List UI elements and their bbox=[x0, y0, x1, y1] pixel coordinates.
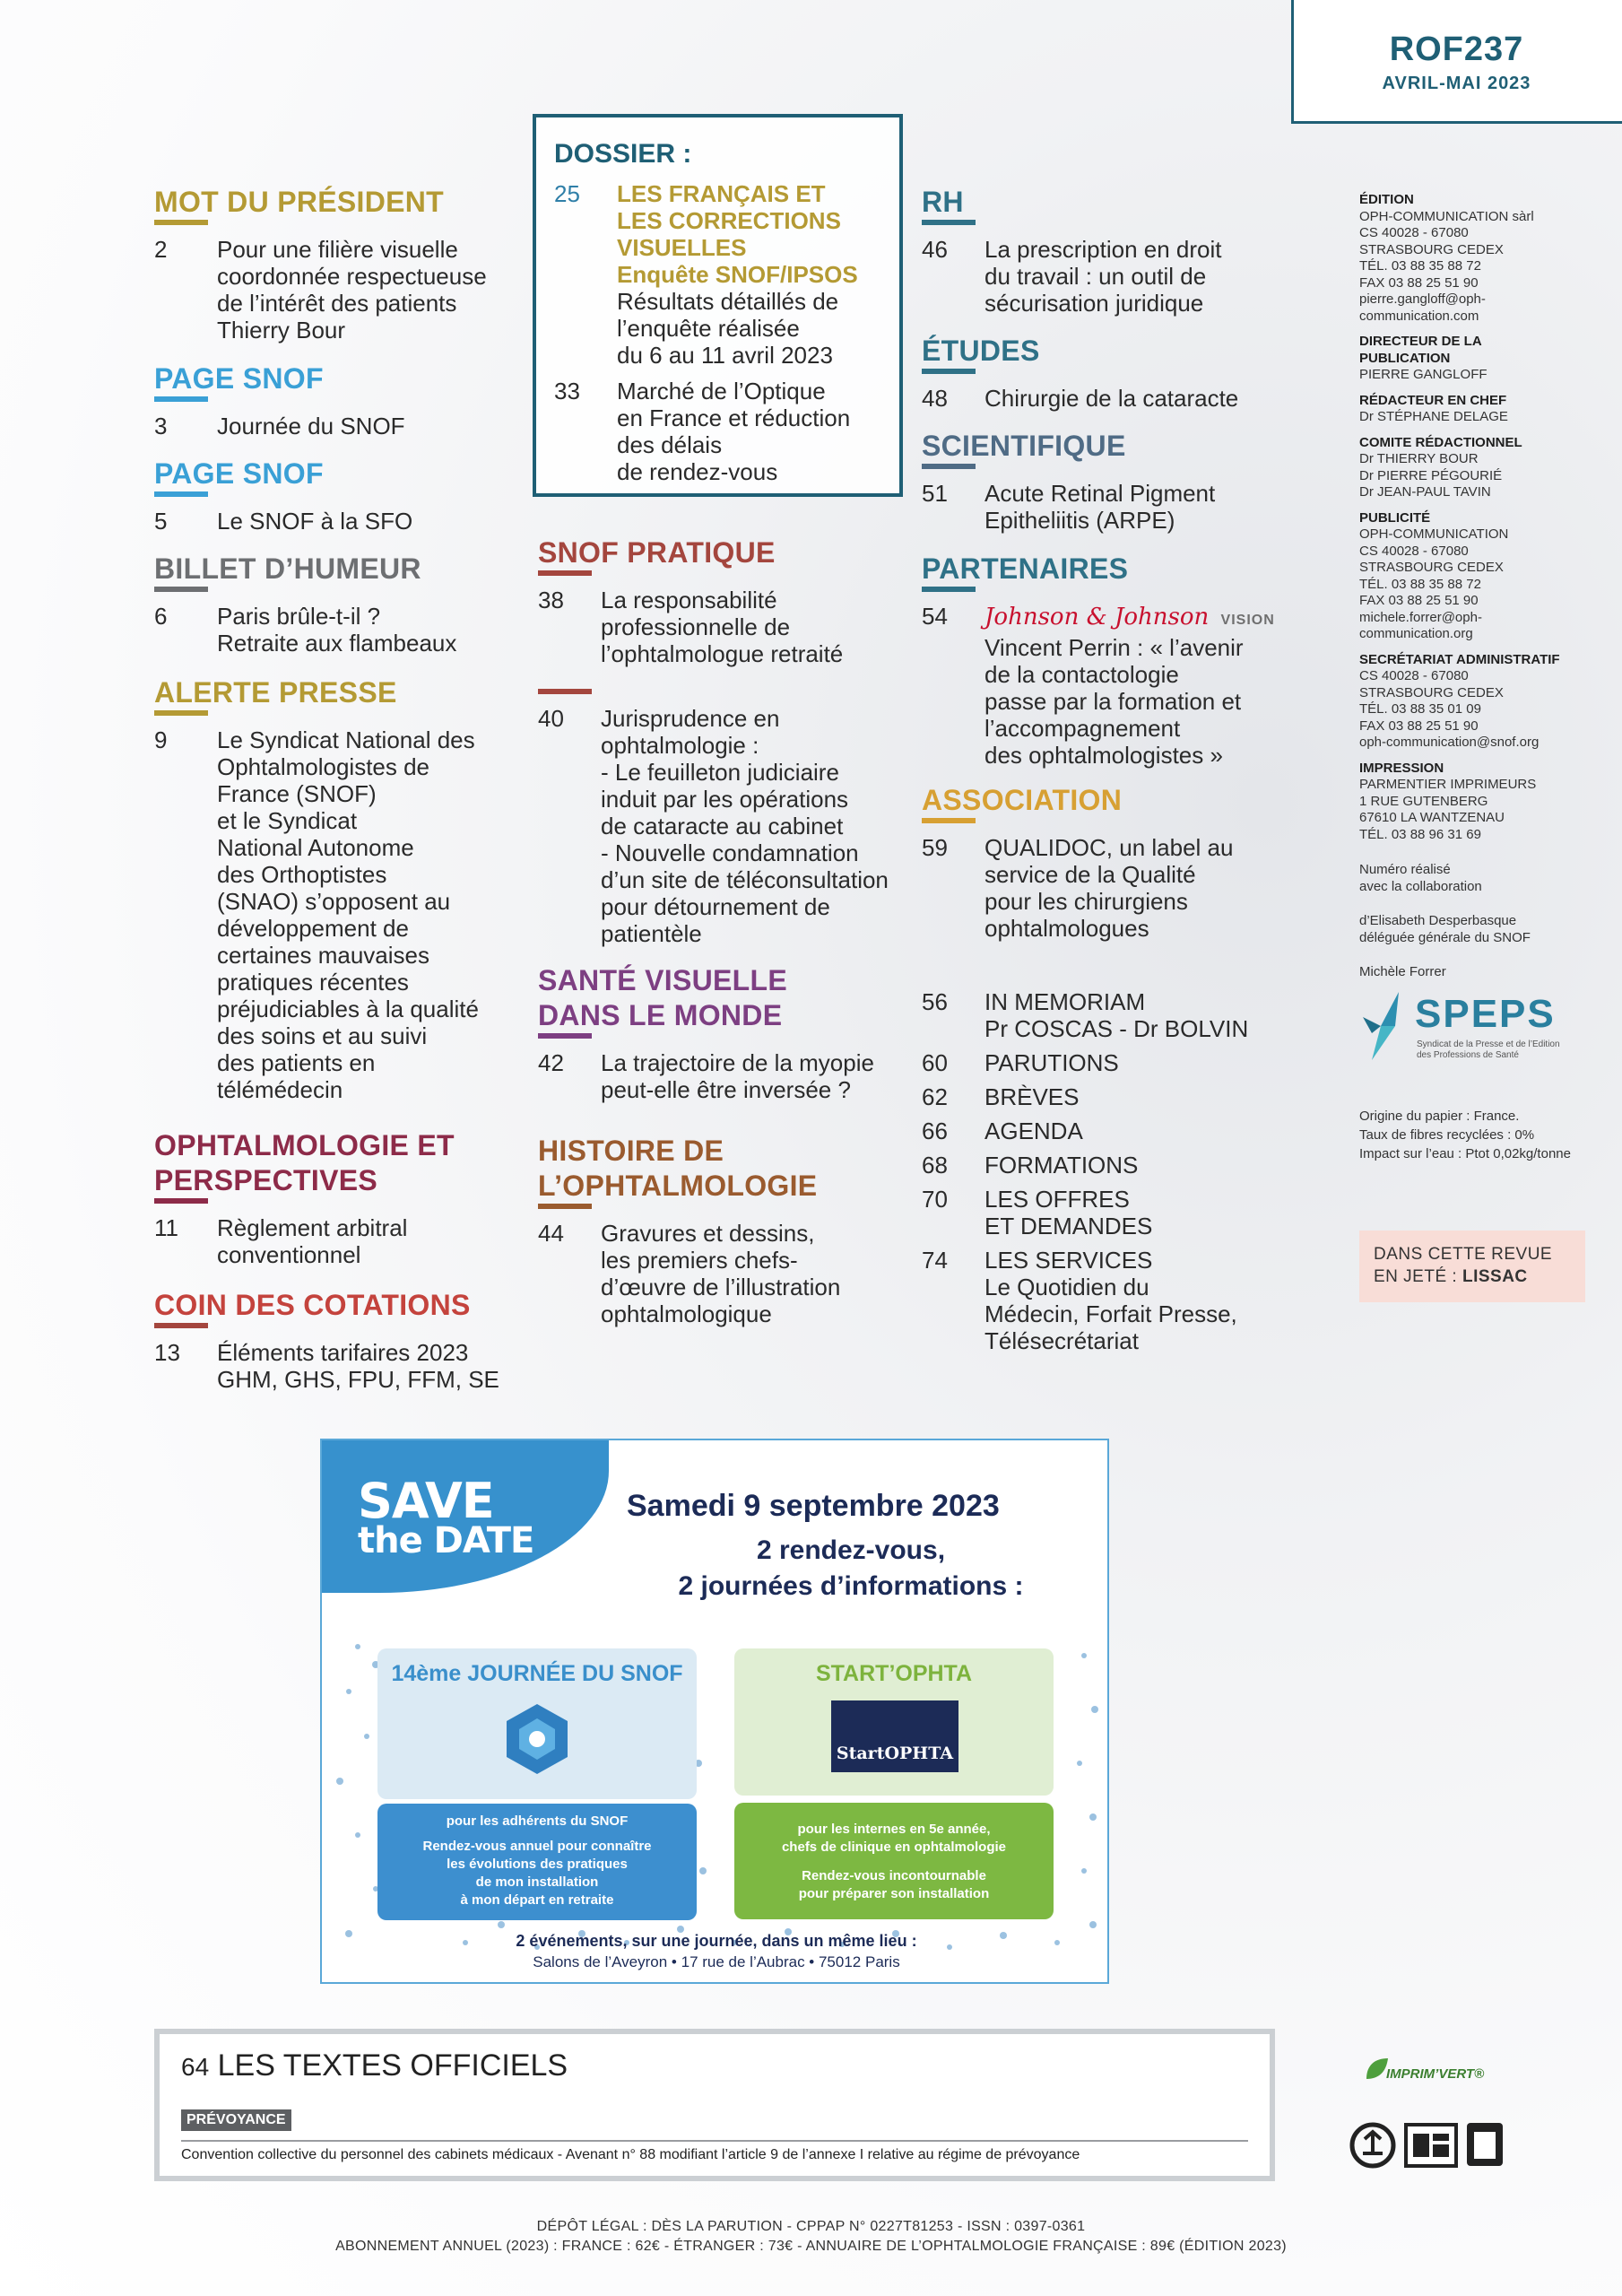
list-item[interactable] bbox=[922, 1083, 1248, 1110]
section-bar bbox=[538, 1204, 592, 1209]
std-sub1: 2 rendez-vous, bbox=[756, 1535, 946, 1565]
collaboration-note: Numéro réalisé avec la collaboration d’Elisabeth Desperbasque déléguée générale du SNOF Michèle Forrer bbox=[1359, 862, 1531, 979]
section-mot-du-president[interactable] bbox=[154, 185, 487, 344]
list-item[interactable] bbox=[922, 1152, 1248, 1178]
std-title bbox=[358, 1473, 534, 1561]
issue-date: AVRIL-MAI 2023 bbox=[1382, 74, 1531, 93]
section-association[interactable] bbox=[922, 783, 1233, 942]
article-text: Le Syndicat National des Ophtalmologistes de France (SNOF) et le Syndicat National Autonome des Orthoptistes (SNAO) s’opposent au développement de certaines mauvaises pratiques récentes préjudiciables à la qualité des soins et au suivi des patients en télémédecin bbox=[217, 726, 479, 1103]
article-text: Vincent Perrin : « l’avenir de la contactologie passe par la formation et l’accompagnement des ophtalmologistes » bbox=[984, 634, 1244, 769]
section-title: COIN DES COTATIONS bbox=[154, 1289, 471, 1321]
section-title: OPHTALMOLOGIE ET PERSPECTIVES bbox=[154, 1129, 455, 1196]
section-bar bbox=[154, 220, 208, 225]
section-title: RH bbox=[922, 186, 964, 218]
section-title: ALERTE PRESSE bbox=[154, 676, 397, 709]
page-number: 59 bbox=[922, 834, 948, 861]
masthead-label: SECRÉTARIAT ADMINISTRATIF bbox=[1359, 651, 1560, 667]
masthead-value: Dr STÉPHANE DELAGE bbox=[1359, 409, 1508, 424]
card-audience: pour les internes en 5e année, chefs de clinique en ophtalmologie bbox=[781, 1822, 1007, 1855]
list-item-text: BRÈVES bbox=[984, 1083, 1080, 1110]
section-bar bbox=[154, 491, 208, 497]
std-date: Samedi 9 septembre 2023 bbox=[627, 1489, 1000, 1523]
section-coin-cotations[interactable] bbox=[154, 1288, 499, 1393]
page-number: 46 bbox=[922, 236, 948, 263]
section-title: PAGE SNOF bbox=[154, 362, 324, 395]
page-number: 42 bbox=[538, 1049, 564, 1076]
johnson-logo: Johnson & Johnson bbox=[984, 604, 1210, 631]
page-number: 44 bbox=[538, 1220, 564, 1247]
list-item[interactable] bbox=[922, 1247, 1248, 1354]
article-text: Marché de l’Optique en France et réduction des délais de rendez-vous bbox=[617, 378, 851, 485]
section-title: SCIENTIFIQUE bbox=[922, 430, 1126, 462]
list-item-text: AGENDA bbox=[984, 1118, 1083, 1144]
list-item[interactable] bbox=[922, 1118, 1248, 1144]
section-bar bbox=[538, 570, 592, 576]
section-page-snof-2[interactable] bbox=[154, 457, 412, 535]
textes-heading bbox=[181, 2048, 568, 2083]
masthead bbox=[1359, 192, 1601, 843]
page-number: 11 bbox=[154, 1214, 178, 1241]
section-partenaires[interactable] bbox=[922, 552, 1275, 769]
masthead-value: CS 40028 - 67080 STRASBOURG CEDEX TÉL. 03 88 35 01 09 FAX 03 88 25 51 90 oph-communication@snof.org bbox=[1359, 668, 1540, 750]
list-item-text: LES SERVICES Le Quotidien du Médecin, Forfait Presse, Télésecrétariat bbox=[984, 1247, 1237, 1354]
section-title: PAGE SNOF bbox=[154, 457, 324, 490]
page-number: 2 bbox=[154, 236, 168, 263]
page-number: 60 bbox=[922, 1049, 948, 1076]
page-number: 68 bbox=[922, 1152, 948, 1178]
textes-officiels-box[interactable] bbox=[154, 2029, 1275, 2181]
page-number: 5 bbox=[154, 508, 168, 535]
article-text: Règlement arbitral conventionnel bbox=[217, 1214, 408, 1268]
article-text: Gravures et dessins, les premiers chefs- d’œuvre de l’illustration ophtalmologique bbox=[601, 1220, 841, 1327]
section-sante-visuelle[interactable] bbox=[538, 963, 874, 1103]
section-title: BILLET D’HUMEUR bbox=[154, 552, 421, 585]
article-text: La trajectoire de la myopie peut-elle être inversée ? bbox=[601, 1049, 874, 1103]
masthead-value: Dr THIERRY BOUR Dr PIERRE PÉGOURIÉ Dr JEAN-PAUL TAVIN bbox=[1359, 451, 1503, 500]
card-start-info bbox=[734, 1803, 1054, 1919]
vision-label: VISION bbox=[1220, 613, 1275, 628]
article-text: La responsabilité professionnelle de l’ophtalmologue retraité bbox=[601, 587, 844, 667]
section-histoire[interactable] bbox=[538, 1134, 840, 1327]
article-text: La prescription en droit du travail : un outil de sécurisation juridique bbox=[984, 236, 1222, 317]
section-bar bbox=[154, 396, 208, 402]
card-start-ophta[interactable] bbox=[734, 1648, 1054, 1796]
section-title: SANTÉ VISUELLE DANS LE MONDE bbox=[538, 964, 788, 1031]
speps-subtitle: Syndicat de la Presse et de l’Edition des Professions de Santé bbox=[1417, 1039, 1560, 1060]
section-bar bbox=[922, 369, 976, 374]
section-billet-humeur[interactable] bbox=[154, 552, 456, 657]
imprim-vert-logo bbox=[1363, 2056, 1506, 2092]
card-audience: pour les adhérents du SNOF bbox=[446, 1813, 629, 1829]
section-title: ÉTUDES bbox=[922, 335, 1040, 367]
section-bar bbox=[922, 818, 976, 823]
paper-origin: Origine du papier : France. Taux de fibres recyclées : 0% Impact sur l’eau : Ptot 0,02kg/tonne bbox=[1359, 1109, 1571, 1161]
std-the-date: the DATE bbox=[358, 1520, 534, 1561]
section-rh[interactable] bbox=[922, 185, 1221, 317]
section-alerte-presse[interactable] bbox=[154, 675, 479, 1103]
page-number: 13 bbox=[154, 1339, 180, 1366]
dossier-title: DOSSIER : bbox=[554, 139, 692, 169]
prevoyance-tag: PRÉVOYANCE bbox=[181, 2109, 291, 2131]
article-text: Journée du SNOF bbox=[217, 413, 405, 439]
article-text: Jurisprudence en ophtalmologie : - Le feuilleton judiciaire induit par les opérations de cataracte au cabinet - Nouvelle condamnation d’un site de téléconsultation pour détournement de patientèle bbox=[601, 705, 889, 947]
masthead-label: PUBLICITÉ bbox=[1359, 509, 1431, 526]
article-text: Chirurgie de la cataracte bbox=[984, 385, 1239, 412]
card-title: START’OPHTA bbox=[815, 1661, 973, 1686]
std-footer1: 2 événements, sur une journée, dans un même lieu : bbox=[516, 1932, 917, 1950]
snof-logo-icon bbox=[503, 1702, 571, 1776]
section-title: PARTENAIRES bbox=[922, 552, 1129, 585]
section-bar bbox=[922, 220, 976, 225]
masthead-value: OPH-COMMUNICATION sàrl CS 40028 - 67080 STRASBOURG CEDEX TÉL. 03 88 35 88 72 FAX 03 88 25 51 90 pierre.gangloff@oph- communication.com bbox=[1359, 208, 1534, 324]
dossier-box[interactable] bbox=[533, 114, 903, 497]
masthead-value: OPH-COMMUNICATION CS 40028 - 67080 STRASBOURG CEDEX TÉL. 03 88 35 88 72 FAX 03 88 25 51 90 michele.forrer@oph- communication.org bbox=[1359, 526, 1509, 641]
subscription-line: ABONNEMENT ANNUEL (2023) : FRANCE : 62€ - ÉTRANGER : 73€ - ANNUAIRE DE L’OPHTALMOLOGIE FRANÇAISE : 89€ (ÉDITION 2023) bbox=[335, 2239, 1287, 2254]
card-description: Rendez-vous annuel pour connaître les évolutions des pratiques de mon installation à mon départ en retraite bbox=[422, 1839, 652, 1908]
section-title: ASSOCIATION bbox=[922, 784, 1123, 816]
page-number: 25 bbox=[554, 180, 580, 207]
masthead-label: ÉDITION bbox=[1359, 192, 1414, 207]
masthead-value: PARMENTIER IMPRIMEURS 1 RUE GUTENBERG 67610 LA WANTZENAU TÉL. 03 88 96 31 69 bbox=[1359, 777, 1537, 842]
dossier-headline: LES FRANÇAIS ET LES CORRECTIONS VISUELLES Enquête SNOF/IPSOS bbox=[617, 180, 858, 288]
page-number: 38 bbox=[538, 587, 564, 613]
page-number: 6 bbox=[154, 603, 168, 630]
page-number: 74 bbox=[922, 1247, 948, 1274]
divider bbox=[181, 2140, 1248, 2142]
std-save: SAVE bbox=[358, 1473, 494, 1529]
section-bar bbox=[922, 587, 976, 592]
jete-text: DANS CETTE REVUE EN JETÉ : bbox=[1374, 1245, 1553, 1286]
section-bar bbox=[154, 1323, 208, 1328]
misc-list bbox=[922, 988, 1248, 1354]
speps-text: SPEPS bbox=[1415, 992, 1556, 1036]
article-text: Acute Retinal Pigment Epitheliitis (ARPE) bbox=[984, 480, 1216, 534]
start-ophta-logo: StartOPHTA bbox=[831, 1700, 958, 1772]
list-item-text: PARUTIONS bbox=[984, 1049, 1119, 1076]
speps-mark-icon bbox=[1363, 990, 1420, 1062]
card-journee-snof[interactable] bbox=[377, 1648, 697, 1799]
bin-icon bbox=[1465, 2121, 1505, 2168]
section-ophtalmologie-perspectives[interactable] bbox=[154, 1128, 455, 1268]
page-number: 56 bbox=[922, 988, 948, 1015]
recycle-icon bbox=[1349, 2121, 1397, 2170]
imprim-vert-text: IMPRIM’VERT® bbox=[1386, 2066, 1485, 2082]
page-number: 70 bbox=[922, 1186, 948, 1213]
page-number: 9 bbox=[154, 726, 168, 753]
masthead-label: COMITE RÉDACTIONNEL bbox=[1359, 434, 1522, 450]
page-number: 54 bbox=[922, 603, 948, 630]
jete-box bbox=[1359, 1231, 1585, 1302]
textes-title: LES TEXTES OFFICIELS bbox=[217, 2048, 568, 2083]
legal-line: DÉPÔT LÉGAL : DÈS LA PARUTION - CPPAP N° 0227T81253 - ISSN : 0397-0361 bbox=[536, 2219, 1086, 2234]
section-bar bbox=[154, 1198, 208, 1204]
section-snof-pratique[interactable] bbox=[538, 535, 843, 667]
section-bar bbox=[922, 464, 976, 469]
list-item[interactable] bbox=[922, 1186, 1248, 1239]
section-title: MOT DU PRÉSIDENT bbox=[154, 186, 445, 218]
list-item-text: IN MEMORIAM Pr COSCAS - Dr BOLVIN bbox=[984, 988, 1249, 1042]
list-item[interactable] bbox=[922, 1049, 1248, 1076]
std-footer2: Salons de l’Aveyron • 17 rue de l’Aubrac • 75012 Paris bbox=[533, 1953, 900, 1970]
section-bar bbox=[538, 1033, 592, 1039]
section-bar bbox=[538, 689, 592, 694]
page-number: 33 bbox=[554, 378, 580, 404]
page-number: 51 bbox=[922, 480, 948, 507]
page-number: 3 bbox=[154, 413, 168, 439]
eco-icons bbox=[1349, 2121, 1510, 2170]
article-text: Paris brûle-t-il ? Retraite aux flambeaux bbox=[217, 603, 457, 657]
page-number: 66 bbox=[922, 1118, 948, 1144]
masthead-label: IMPRESSION bbox=[1359, 760, 1444, 776]
list-item[interactable] bbox=[922, 988, 1248, 1042]
masthead-label: RÉDACTEUR EN CHEF bbox=[1359, 392, 1507, 408]
page-number: 64 bbox=[181, 2053, 210, 2081]
section-jurisprudence[interactable] bbox=[538, 689, 889, 947]
save-the-date-ad[interactable] bbox=[320, 1439, 1109, 1984]
card-description: Rendez-vous incontournable pour préparer son installation bbox=[798, 1868, 990, 1901]
article-text: Résultats détaillés de l’enquête réalisée du 6 au 11 avril 2023 bbox=[617, 288, 839, 369]
section-etudes[interactable] bbox=[922, 334, 1238, 412]
paper-sort-icon bbox=[1404, 2123, 1458, 2168]
jete-brand: LISSAC bbox=[1462, 1267, 1528, 1286]
article-text: Le SNOF à la SFO bbox=[217, 508, 413, 535]
issue-number: ROF237 bbox=[1389, 30, 1524, 68]
section-scientifique[interactable] bbox=[922, 429, 1215, 534]
std-sub2: 2 journées d’informations : bbox=[678, 1571, 1024, 1601]
masthead-value: PIERRE GANGLOFF bbox=[1359, 367, 1488, 382]
page-number: 40 bbox=[538, 705, 564, 732]
textes-text: Convention collective du personnel des cabinets médicaux - Avenant n° 88 modifiant l’article 9 de l’annexe I relative au régime de prévoyance bbox=[181, 2147, 1080, 2162]
section-title: SNOF PRATIQUE bbox=[538, 536, 776, 569]
section-bar bbox=[154, 587, 208, 592]
page-number: 62 bbox=[922, 1083, 948, 1110]
article-text: QUALIDOC, un label au service de la Qualité pour les chirurgiens ophtalmologues bbox=[984, 834, 1234, 942]
speps-logo bbox=[1363, 990, 1596, 1071]
list-item-text: FORMATIONS bbox=[984, 1152, 1139, 1178]
card-snof-info bbox=[377, 1804, 697, 1920]
page-number: 48 bbox=[922, 385, 948, 412]
masthead-label: DIRECTEUR DE LA PUBLICATION bbox=[1359, 334, 1482, 366]
section-bar bbox=[154, 710, 208, 716]
article-text: Éléments tarifaires 2023 GHM, GHS, FPU, FFM, SE bbox=[217, 1339, 499, 1393]
section-title: HISTOIRE DE L’OPHTALMOLOGIE bbox=[538, 1135, 818, 1202]
card-title: 14ème JOURNÉE DU SNOF bbox=[391, 1661, 683, 1686]
article-text: Pour une filière visuelle coordonnée respectueuse de l’intérêt des patients Thierry Bour bbox=[217, 236, 487, 344]
list-item-text: LES OFFRES ET DEMANDES bbox=[984, 1186, 1153, 1239]
section-page-snof-1[interactable] bbox=[154, 361, 405, 439]
